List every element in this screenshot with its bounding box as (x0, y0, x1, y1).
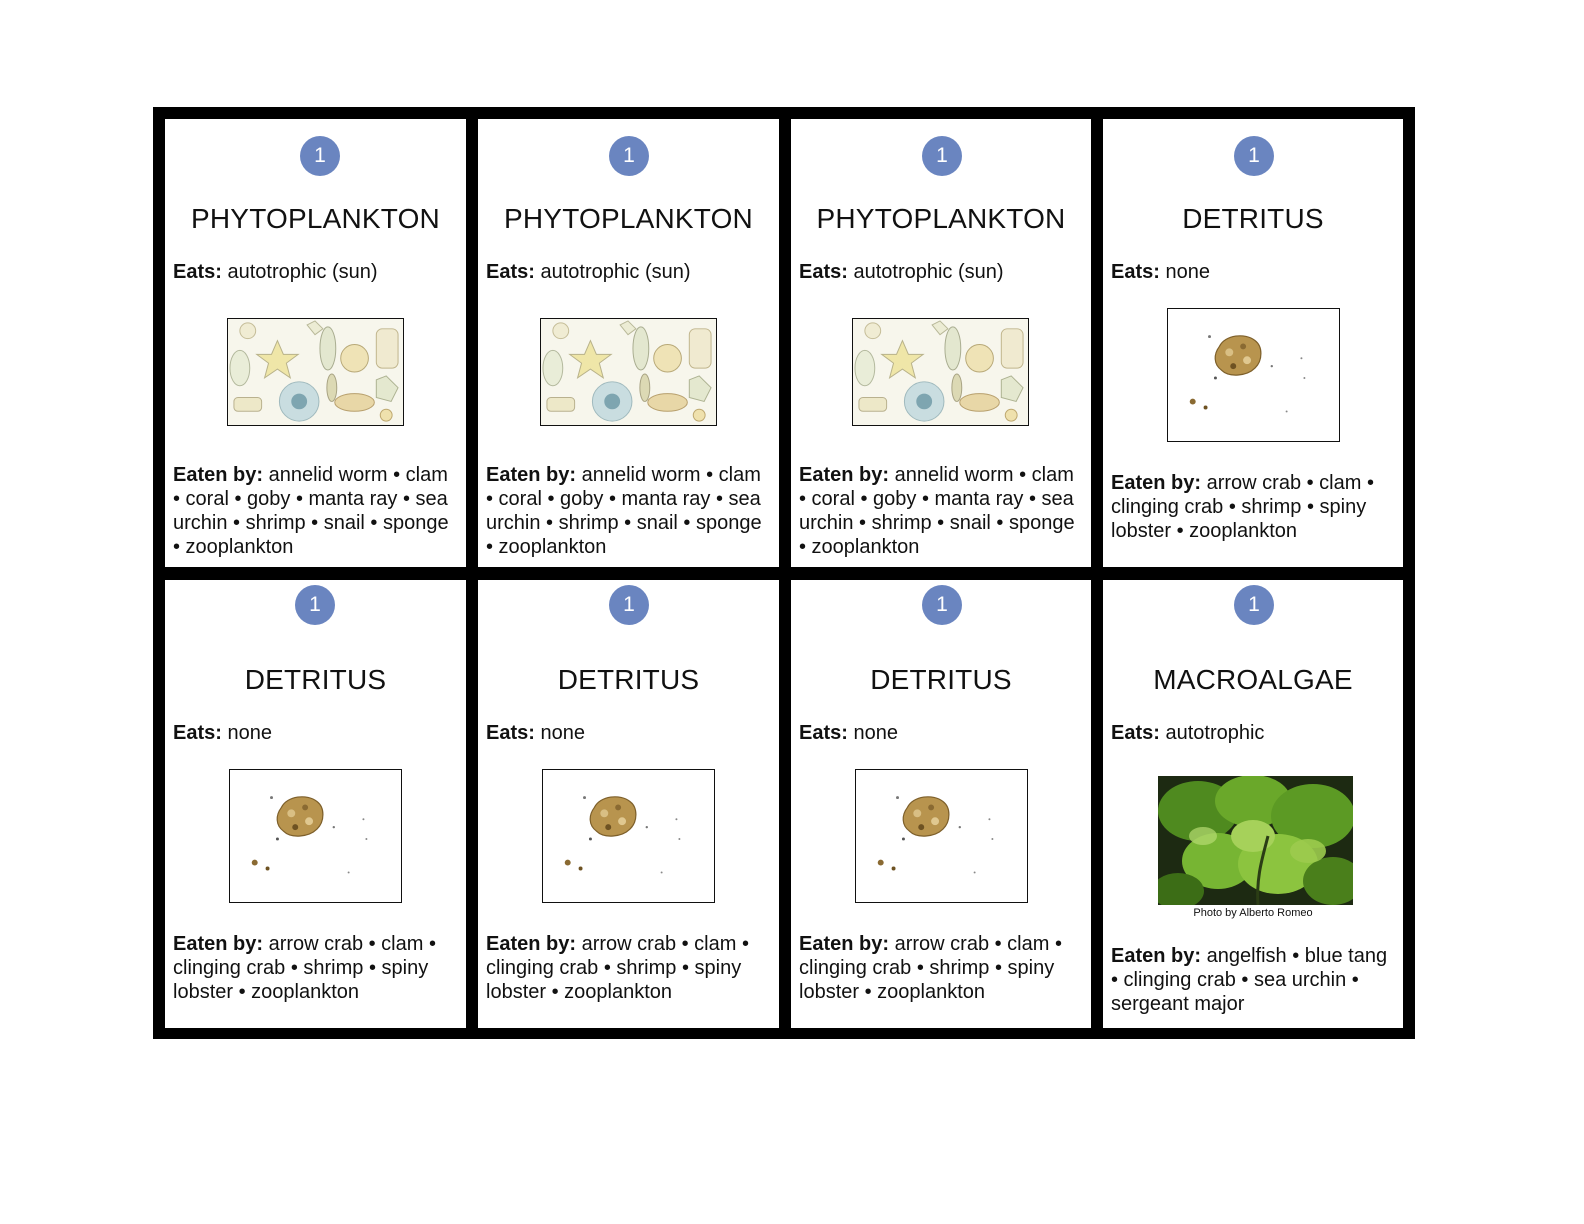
eats-label: Eats: (486, 261, 535, 283)
eaten-value: annelid worm • clam • coral • goby • manta ray • sea urchin • shrimp • snail • sponge • zooplankton (173, 464, 449, 558)
card-title: PHYTOPLANKTON (191, 203, 440, 234)
card-phytoplankton-1[interactable] (165, 119, 466, 567)
card-detritus-3[interactable] (478, 580, 779, 1028)
level-badge: 1 (609, 136, 649, 176)
eaten-label: Eaten by: (1111, 945, 1202, 967)
level-badge: 1 (300, 136, 340, 176)
eaten-label: Eaten by: (799, 933, 890, 955)
eaten-by-line (1111, 471, 1395, 543)
level-badge: 1 (1234, 585, 1274, 625)
eats-line (799, 261, 1004, 284)
eats-line (486, 722, 585, 745)
eaten-label: Eaten by: (799, 464, 890, 486)
eaten-value: arrow crab • clam • clinging crab • shrimp • spiny lobster • zooplankton (173, 933, 436, 1003)
eats-value: none (1165, 261, 1210, 283)
eats-value: none (853, 722, 898, 744)
eats-label: Eats: (1111, 261, 1160, 283)
eaten-label: Eaten by: (173, 464, 264, 486)
level-badge: 1 (922, 585, 962, 625)
eaten-label: Eaten by: (486, 933, 577, 955)
eats-value: autotrophic (sun) (540, 261, 691, 283)
card-sheet (153, 107, 1415, 1039)
eats-value: none (227, 722, 272, 744)
eaten-label: Eaten by: (486, 464, 577, 486)
eats-line (173, 722, 272, 745)
eats-label: Eats: (173, 722, 222, 744)
phytoplankton-image (540, 318, 717, 426)
eaten-by-line (799, 932, 1083, 1004)
level-badge: 1 (1234, 136, 1274, 176)
card-detritus-4[interactable] (791, 580, 1091, 1028)
eats-line (799, 722, 898, 745)
detritus-image (542, 769, 715, 903)
detritus-image (1167, 308, 1340, 442)
macroalgae-photo (1158, 776, 1353, 905)
eats-value: autotrophic (1165, 722, 1265, 744)
eats-value: autotrophic (sun) (853, 261, 1004, 283)
eats-value: autotrophic (sun) (227, 261, 378, 283)
card-title: MACROALGAE (1153, 664, 1353, 695)
phytoplankton-image (852, 318, 1029, 426)
eats-label: Eats: (799, 722, 848, 744)
eaten-label: Eaten by: (1111, 472, 1202, 494)
eaten-by-line (799, 463, 1083, 559)
eats-line (486, 261, 691, 284)
card-title: DETRITUS (870, 664, 1012, 695)
eaten-by-line (173, 463, 458, 559)
eats-line (1111, 261, 1210, 284)
eaten-by-line (173, 932, 458, 1004)
card-detritus-2[interactable] (165, 580, 466, 1028)
eaten-value: angelfish • blue tang • clinging crab • sea urchin • sergeant major (1111, 945, 1388, 1015)
eats-label: Eats: (173, 261, 222, 283)
level-badge: 1 (922, 136, 962, 176)
eaten-value: annelid worm • clam • coral • goby • manta ray • sea urchin • shrimp • snail • sponge • zooplankton (486, 464, 762, 558)
photo-credit: Photo by Alberto Romeo (1193, 907, 1313, 919)
eats-label: Eats: (1111, 722, 1160, 744)
level-badge: 1 (295, 585, 335, 625)
card-title: DETRITUS (557, 664, 700, 695)
eaten-value: arrow crab • clam • clinging crab • shrimp • spiny lobster • zooplankton (799, 933, 1062, 1003)
phytoplankton-image (227, 318, 404, 426)
eaten-value: arrow crab • clam • clinging crab • shrimp • spiny lobster • zooplankton (1111, 472, 1374, 542)
detritus-image (229, 769, 402, 903)
card-phytoplankton-2[interactable] (478, 119, 779, 567)
eaten-label: Eaten by: (173, 933, 264, 955)
card-title: PHYTOPLANKTON (816, 203, 1066, 234)
eats-line (173, 261, 378, 284)
card-macroalgae[interactable] (1103, 580, 1403, 1028)
card-title: PHYTOPLANKTON (504, 203, 753, 234)
eaten-by-line (486, 932, 771, 1004)
eaten-by-line (1111, 944, 1395, 1016)
eats-label: Eats: (799, 261, 848, 283)
card-phytoplankton-3[interactable] (791, 119, 1091, 567)
eaten-value: arrow crab • clam • clinging crab • shrimp • spiny lobster • zooplankton (486, 933, 749, 1003)
card-title: DETRITUS (1182, 203, 1324, 234)
eats-label: Eats: (486, 722, 535, 744)
card-detritus-1[interactable] (1103, 119, 1403, 567)
eaten-by-line (486, 463, 771, 559)
eaten-value: annelid worm • clam • coral • goby • manta ray • sea urchin • shrimp • snail • sponge • zooplankton (799, 464, 1075, 558)
eats-value: none (540, 722, 585, 744)
eats-line (1111, 722, 1264, 745)
detritus-image (855, 769, 1028, 903)
level-badge: 1 (609, 585, 649, 625)
card-title: DETRITUS (244, 664, 387, 695)
